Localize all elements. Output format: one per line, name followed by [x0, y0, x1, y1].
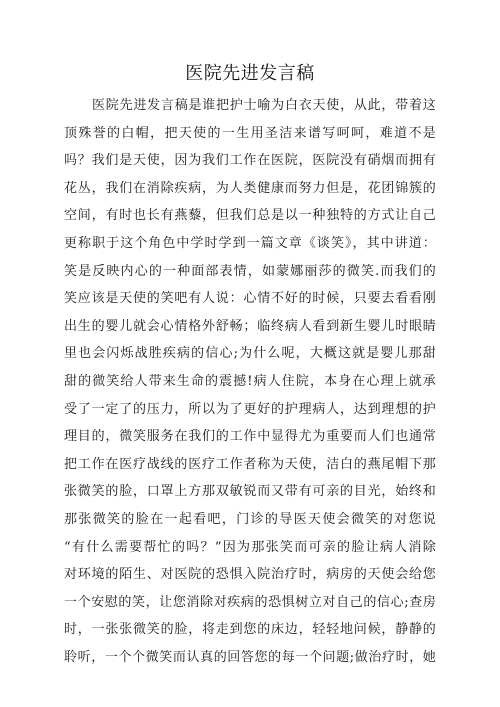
paragraph-line: 时，一张张微笑的脸，将走到您的床边，轻轻地问候，静静的 [64, 622, 436, 638]
paragraph-line: 那张微笑的脸在一起看吧，门诊的导医天使会微笑的对您说 [64, 511, 436, 527]
paragraph-line: 对环境的陌生、对医院的恐惧入院治疗时，病房的天使会给您 [64, 567, 436, 583]
paragraph-line: 一个安慰的笑，让您消除对疾病的恐惧树立对自己的信心;查房 [64, 594, 436, 610]
paragraph-line: 受了一定了的压力，所以为了更好的护理病人，达到理想的护 [64, 401, 436, 417]
paragraph-line: “有什么需要帮忙的吗？”因为那张笑而可亲的脸让病人消除 [64, 539, 436, 555]
paragraph-line: 理目的，微笑服务在我们的工作中显得尤为重要而人们也通常 [64, 429, 436, 445]
paragraph-line: 花丛，我们在消除疾病，为人类健康而努力但是，花团锦簇的 [64, 180, 436, 196]
paragraph-line: 吗？我们是天使，因为我们工作在医院，医院没有硝烟而拥有 [64, 153, 436, 169]
paragraph-line: 张微笑的脸，口罩上方那双敏锐而又带有可亲的目光，始终和 [64, 484, 436, 500]
paragraph-line: 聆听，一个个微笑而认真的回答您的每一个问题;做治疗时，她 [64, 649, 436, 665]
paragraph-line: 出生的婴儿就会心情格外舒畅；临终病人看到新生婴儿时眼睛 [64, 318, 436, 334]
paragraph-line: 更称职于这个角色中学时学到一篇文章《谈笑》，其中讲道： [64, 235, 436, 251]
paragraph-line: 笑应该是天使的笑吧有人说：心情不好的时候，只要去看看刚 [64, 291, 436, 307]
paragraph-line: 里也会闪烁战胜疾病的信心;为什么呢，大概这就是婴儿那甜 [64, 346, 436, 362]
document-body [64, 92, 436, 671]
page-title: 医院先进发言稿 [185, 63, 315, 84]
paragraph-line: 空间，有时也长有燕藜，但我们总是以一种独特的方式让自己 [64, 208, 436, 224]
paragraph-line: 甜的微笑给人带来生命的震撼!病人住院，本身在心理上就承 [64, 373, 436, 389]
paragraph-line: 把工作在医疗战线的医疗工作者称为天使，洁白的燕尾帽下那 [64, 456, 436, 472]
paragraph-line: 笑是反映内心的一种面部表情，如蒙娜丽莎的微笑.而我们的 [64, 263, 436, 279]
paragraph-line: 医院先进发言稿是谁把护士喻为白衣天使，从此，带着这 [92, 98, 436, 113]
paragraph-line: 顶殊誉的白帽，把天使的一生用圣洁来谱写呵呵，难道不是 [64, 125, 436, 141]
